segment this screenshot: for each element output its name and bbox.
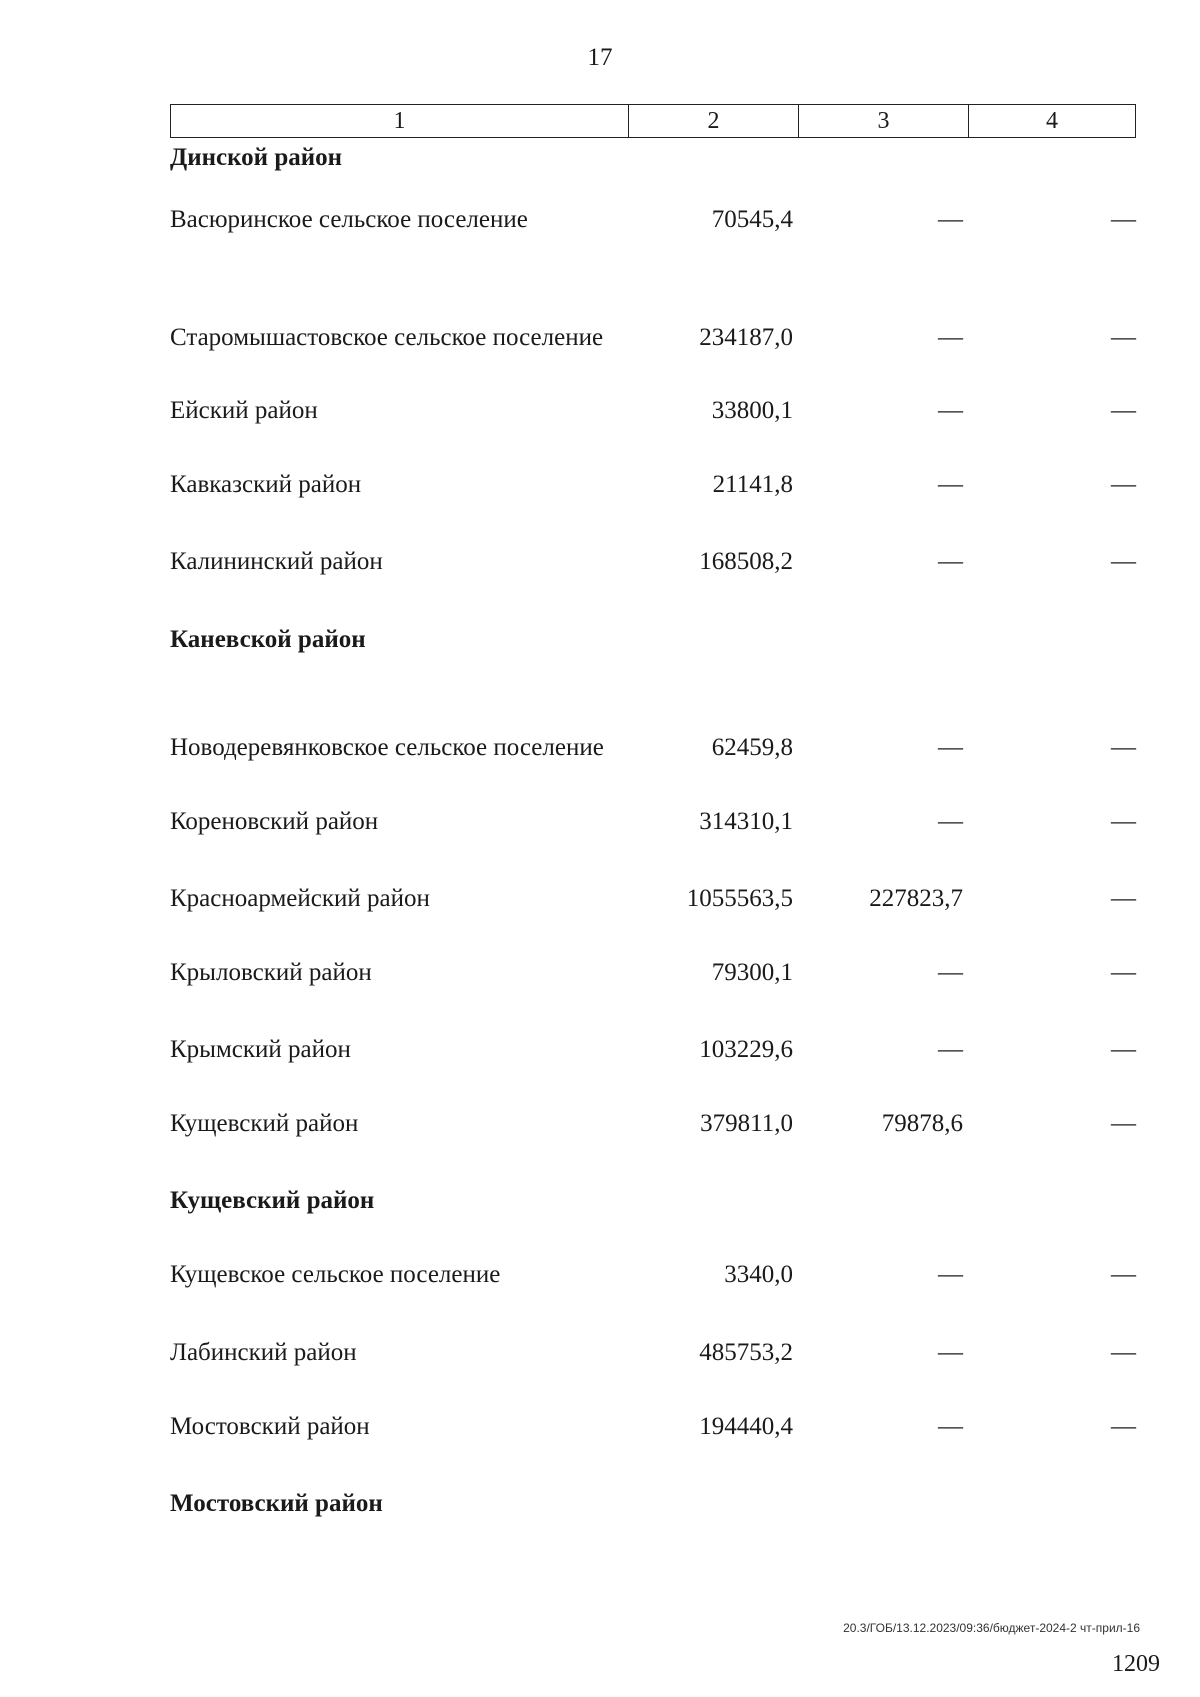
row-col-4: — (1111, 1036, 1136, 1063)
row-col-2: 3340,0 (724, 1261, 793, 1288)
row-name: Красноармейский район (170, 885, 430, 912)
section-heading: Кущевский район (170, 1187, 375, 1214)
row-name: Лабинский район (170, 1339, 357, 1366)
row-col-2: 1055563,5 (686, 885, 793, 912)
row-col-4: — (1111, 548, 1136, 575)
row-col-4: — (1111, 1261, 1136, 1288)
row-col-3: — (938, 808, 963, 835)
row-col-4: — (1111, 808, 1136, 835)
row-col-3: — (938, 1036, 963, 1063)
row-col-2: 234187,0 (699, 324, 793, 351)
section-heading: Динской район (170, 144, 343, 171)
row-name: Кавказский район (170, 471, 362, 498)
row-col-4: — (1111, 324, 1136, 351)
header-col-4: 4 (968, 105, 1135, 137)
document-code: 20.3/ГОБ/13.12.2023/09:36/бюджет-2024-2 чт-прил-16 (843, 1621, 1140, 1635)
row-name: Ейский район (170, 397, 318, 424)
row-name: Старомышастовское сельское поселение (170, 324, 604, 351)
row-col-4: — (1111, 1413, 1136, 1440)
row-name: Васюринское сельское поселение (170, 206, 528, 233)
row-col-3: — (938, 734, 963, 761)
row-col-3: 79878,6 (881, 1110, 963, 1137)
row-name: Кущевское сельское поселение (170, 1261, 501, 1288)
table-row (170, 1411, 1136, 1443)
row-name: Новодеревянковское сельское поселение (170, 734, 604, 761)
row-col-2: 314310,1 (699, 808, 793, 835)
row-name: Кущевский район (170, 1110, 359, 1137)
row-col-2: 62459,8 (711, 734, 793, 761)
row-col-4: — (1111, 1110, 1136, 1137)
table-row (170, 1034, 1136, 1066)
table-row (170, 1259, 1136, 1291)
section-heading: Каневской район (170, 626, 366, 653)
table-row (170, 806, 1136, 838)
table-row (170, 1108, 1136, 1140)
footer-page-number: 1209 (1112, 1651, 1160, 1677)
row-col-3: — (938, 1339, 963, 1366)
row-col-4: — (1111, 471, 1136, 498)
row-col-2: 485753,2 (699, 1339, 793, 1366)
table-row (170, 1337, 1136, 1369)
table-row (170, 204, 1136, 236)
row-col-4: — (1111, 885, 1136, 912)
page-number: 17 (587, 44, 613, 71)
row-col-2: 168508,2 (699, 548, 793, 575)
row-name: Кореновский район (170, 808, 379, 835)
table-row (170, 700, 1136, 764)
row-col-4: — (1111, 1339, 1136, 1366)
row-col-3: — (938, 1261, 963, 1288)
row-col-2: 21141,8 (712, 471, 793, 498)
row-col-3: — (938, 324, 963, 351)
header-col-3: 3 (798, 105, 968, 137)
row-name: Крымский район (170, 1036, 351, 1063)
header-col-2: 2 (628, 105, 798, 137)
row-col-3: — (938, 206, 963, 233)
row-col-2: 33800,1 (711, 397, 793, 424)
row-col-3: — (938, 1413, 963, 1440)
row-col-2: 79300,1 (711, 959, 793, 986)
table-row (170, 469, 1136, 501)
table-row (170, 957, 1136, 989)
row-col-4: — (1111, 734, 1136, 761)
row-col-2: 379811,0 (700, 1110, 793, 1137)
row-col-2: 194440,4 (699, 1413, 793, 1440)
header-col-1: 1 (393, 107, 406, 134)
row-col-2: 103229,6 (699, 1036, 793, 1063)
table-row (170, 883, 1136, 915)
row-col-3: 227823,7 (869, 885, 963, 912)
table-row (170, 395, 1136, 427)
row-col-2: 70545,4 (711, 206, 793, 233)
row-col-4: — (1111, 206, 1136, 233)
row-col-4: — (1111, 959, 1136, 986)
section-heading: Мостовский район (170, 1490, 383, 1517)
row-col-3: — (938, 548, 963, 575)
table-row (170, 290, 1136, 354)
row-name: Мостовский район (170, 1413, 370, 1440)
row-col-4: — (1111, 397, 1136, 424)
row-col-3: — (938, 471, 963, 498)
row-col-3: — (938, 397, 963, 424)
row-col-3: — (938, 959, 963, 986)
row-name: Калининский район (170, 548, 383, 575)
row-name: Крыловский район (170, 959, 372, 986)
table-row (170, 546, 1136, 578)
